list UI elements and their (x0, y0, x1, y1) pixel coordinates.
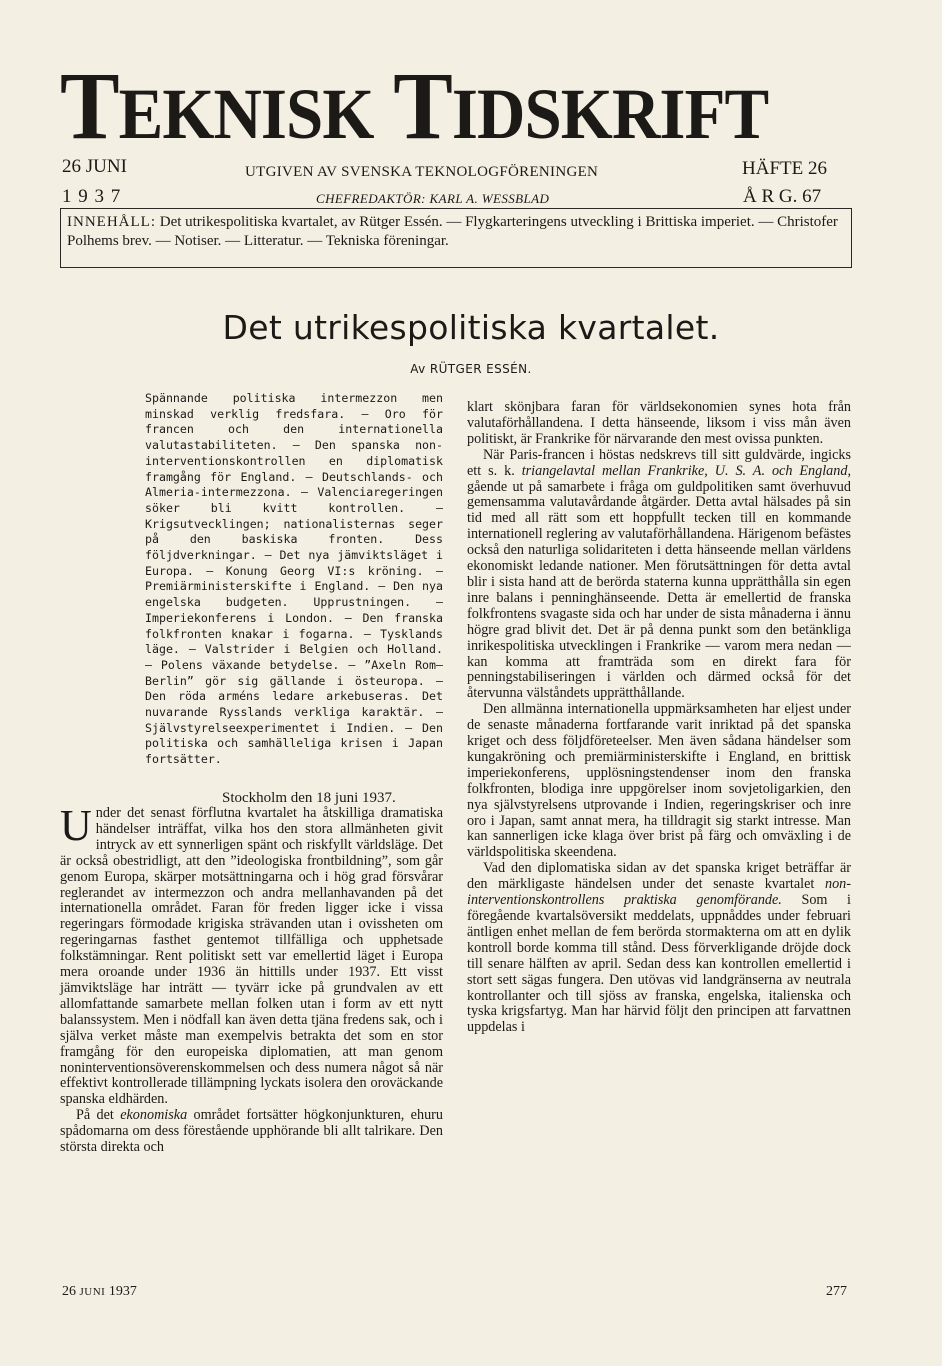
editor-line: CHEFREDAKTÖR: KARL A. WESSBLAD (316, 191, 550, 206)
volume-number: Å R G. 67 (743, 186, 822, 207)
place-date: Stockholm den 18 juni 1937. (222, 790, 396, 806)
paragraph-text: På det (76, 1107, 121, 1124)
footer-date-text: 1937 (105, 1284, 137, 1299)
paragraph (467, 861, 851, 1036)
masthead-initial: T (60, 52, 119, 159)
table-of-contents (60, 208, 852, 268)
text-column-left (60, 801, 443, 1156)
article-title: Det utrikespolitiska kvartalet. (222, 308, 720, 347)
emphasis: triangelavtal mellan Frankrike, U. S. A. och England, (521, 462, 851, 479)
paragraph: Den allmänna internationella uppmärksamheten har eljest under de senaste månaderna fortfarande varit inriktad på det spanska kriget och dess följdföreteelser. Men även sådana händelser som kungakröning och premiärministerskifte i England, en brittisk imperiekonferens, upplösningstendenser inom den franska folkfronten, blodiga inre uppgörelser inom sovjetoligarkien, den nya självstyrelsens utprovande i Indien, regeringskriser och inre oro i Japan, samt annat mera, ha tilldragit sig starkt intresse. Man kan sannerligen icke klaga över brist på färg och omväxling i de världspolitiska skeendena. (467, 701, 851, 861)
paragraph-text: nder det senast förflutna kvartalet ha åtskilliga dramatiska händelser inträffat, vilka hos den stora allmänheten givit intryck av ett synnerligen spänt och riskfyllt världsläge. Det är också obestridligt, att den ”ideologiska frontbildning”, som går genom Europa, skärper motsättningarna och i hög grad försvårar reglerandet av intermezzon och andra mellanhavanden på det internationella området. Faran för freden ligger icke i vissa regeringars förmodade krigiska strävanden utan i ovissheten om regeringarnas fasthet gentemot tillfälliga och upphetsade folkstämningar. Rent politiskt sett var emellertid läget i Europa mera oroande under 1936 än hittills under 1937. Ett visst jämviktsläge har inträtt — tyvärr icke på grundvalen av ett allomfattande samarbete mellan folken utan i form av ett nytt balanssystem. Men i nödfall kan även detta tjäna fredens sak, och i själva verket måste man exempelvis betrakta det som en stor framgång för den europeiska diplomatien, att man genom noninterventionsöverenskommelsen och dess numera något så när effektivt kontrollerade tillämpning lyckats isolera den oroväckande spanska eldhärden. (60, 805, 443, 1108)
masthead-initial: T (393, 52, 452, 159)
paragraph-text: Vad den diplomatiska sidan av det spanska kriget beträffar är den märkligaste händelsen under det senaste kvartalet (467, 860, 851, 893)
text-column-right (467, 400, 851, 1036)
issue-date: 26 JUNI (62, 156, 127, 177)
paragraph-text: gående ut på samarbete i fråga om guldpolitiken samt överhuvud gemensamma valutavårdande åtgärder. Detta avtal hälsades på sin tid med all rätt som ett hoppfullt tecken till en kommande internationell reglering av valutaförhållandena. Härigenom befästes också den naturliga solidariteten i detta hänseende mellan världens ekonomiskt ledande nationer. Men förutsättningen för detta avtal blir i sista hand att de berörda staterna kunna upprätthålla sin egen inre balans i penninghänseende. Detta är emellertid de franska folkfrontens svagaste sida och har under de sista månaderna i ännu högre grad blivit det. Det är på denna punkt som den betänkliga inrikespolitiska utvecklingen i Frankrike — varom mera nedan — kan komma att framträda som en direkt fara för penningstabiliseringen i världen och därmed också för det återvunna välståndets upprätthållande. (467, 478, 851, 702)
article-byline: Av RÜTGER ESSÉN. (410, 362, 532, 376)
masthead-word-2: IDSKRIFT (451, 74, 769, 154)
paragraph-text: När Paris-francen i höstas nedskrevs till sitt guldvärde, ingicks ett s. k. (467, 446, 851, 479)
masthead-word-1: EKNISK (118, 74, 374, 154)
publisher-line: UTGIVEN AV SVENSKA TEKNOLOGFÖRENINGEN (245, 164, 599, 180)
paragraph (467, 448, 851, 703)
issue-number: HÄFTE 26 (742, 158, 827, 179)
contents-label: INNEHÅLL: (67, 214, 156, 230)
footer-date-month: JUNI (79, 1286, 106, 1298)
masthead-title (60, 52, 795, 162)
paragraph-text: området fortsätter högkonjunkturen, ehuru spådomarna om dess förestående upphörande bli allt talrikare. Den största direkta och (60, 1107, 443, 1156)
article-summary: Spännande politiska intermezzon men minskad verklig fredsfara. — Oro för francen och den internationella valutastabiliteten. — Den spanska non-interventionskontrollen en diplomatisk framgång för England. — Deutschlands- och Almeria-intermezzona. — Valenciaregeringen söker bli kvitt kontrollen. — Krigsutvecklingen; nationalisternas seger på den baskiska fronten. Dess följdverkningar. — Det nya jämviktsläget i Europa. — Konung Georg VI:s kröning. — Premiärministerskifte i England. — Den nya engelska budgeten. Upprustningen. — Imperiekonferens i London. — Den franska folkfronten knakar i fogarna. — Tysklands läge. — Valstrider i Belgien och Holland. — Polens växande betydelse. — ”Axeln Rom—Berlin” gör sig gällande i östeuropa. — Den röda arméns ledare arkebuseras. Det nuvarande Rysslands verkliga karaktär. — Självstyrelseexperimentet i Indien. — Den politiska och samhälleliga krisen i Japan fortsätter. (145, 391, 443, 767)
paragraph: klart skönjbara faran för världsekonomien synes hota från valutaförhållandena. I detta hänseende, liksom i viss mån även politiskt, är Frankrike för närvarande den mest ovissa punkten. (467, 399, 851, 447)
contents-text: Det utrikespolitiska kvartalet, av Rütger Essén. — Flygkarteringens utveckling i Brittiska imperiet. — Christofer Polhems brev. — Notiser. — Litteratur. — Tekniska föreningar. (67, 214, 838, 249)
drop-cap: U (60, 801, 92, 850)
footer-date (62, 1284, 137, 1300)
issue-year: 1 9 3 7 (62, 186, 122, 207)
emphasis: non-interventionskontrollens praktiska genomförande. (467, 876, 851, 909)
emphasis: ekonomiska (120, 1107, 188, 1124)
paragraph (60, 801, 443, 1108)
footer-date-text: 26 (62, 1284, 80, 1299)
paragraph (60, 1108, 443, 1156)
paragraph-text: Som i föregående kvartalsöversikt meddelats, uppnåddes under februari äntligen enhet mellan de fem berörda stormakterna om att en dylik kontroll borde komma till stånd. Dess förverkligande dröjde dock till senare hälften av april. Sedan dess kan kontrollen emellertid i stort sett sägas fungera. Den utövas vid landgränserna av neutrala kontrollanter och till sjöss av franska, engelska, italienska och tyska krigsfartyg. Man har härvid följt den principen att farvattnen uppdelas i (467, 892, 851, 1036)
page-number: 277 (826, 1284, 847, 1299)
